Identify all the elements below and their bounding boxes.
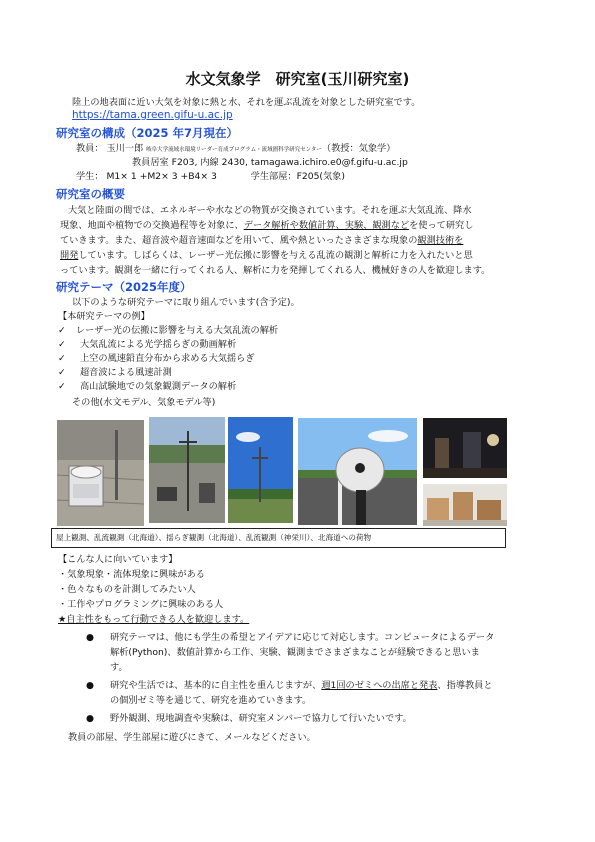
page-title: 水文気象学 研究室(玉川研究室)	[185, 70, 410, 88]
note-text: 研究テーマは、他にも学生の希望とアイデアに応じて対応します。コンピュータによるデータ	[110, 632, 495, 643]
overview-underline: データ解析や数値計算、実験、観測など	[243, 220, 410, 231]
overview-line-4	[60, 248, 473, 263]
rooftop-illustration	[57, 420, 144, 526]
themes-heading: 研究テーマ（2025年度）	[56, 280, 192, 294]
note-1-line-3: す。	[110, 662, 128, 673]
lab-url-link[interactable]: https://tama.green.gifu-u.ac.jp	[72, 109, 233, 121]
overview-line-2	[60, 218, 473, 233]
intro-text: 陸上の地表面に近い大気を対象に熱と水、それを運ぶ乱流を対象とした研究室です。	[72, 97, 421, 108]
field-illustration	[149, 417, 225, 523]
overview-line-3	[60, 233, 463, 248]
themes-lead: 以下のような研究テーマに取り組んでいます(含予定)。	[72, 297, 300, 308]
faculty-name: 玉川一郎	[106, 143, 144, 154]
check-icon: ✓	[58, 339, 66, 350]
check-icon: ✓	[58, 353, 66, 364]
overview-text: 現象、地面や植物での交換過程等を対象に、	[60, 220, 244, 231]
hokkaido-fluctuation-photo	[228, 417, 293, 523]
overview-text: を使って研究し	[409, 220, 474, 231]
kanagawa-turbulence-photo	[298, 418, 417, 525]
check-icon: ✓	[58, 325, 66, 336]
hokkaido-turbulence-photo	[149, 417, 225, 523]
overview-line-1: 大気と陸面の間では、エネルギーや水などの物質が交換されています。それを運ぶ大気乱流、降水	[68, 205, 472, 216]
check-icon: ✓	[58, 381, 66, 392]
faculty-affiliation: 岐阜大学流域水環境リーダー育成プログラム・流域圏科学研究センター	[146, 147, 322, 153]
night-illustration	[423, 418, 507, 478]
overview-underline: 観測技術を	[417, 235, 464, 246]
overview-line-5: っています。観測を一緒に行ってくれる人、解析に力を発揮してくれる人、機械好きの人を歓迎します。	[60, 265, 491, 276]
theme-text: 大気乱流による光学揺らぎの動画解析	[80, 339, 237, 350]
suited-item-1: ・気象現象・流体現象に興味がある	[58, 569, 205, 580]
note-3-line	[86, 712, 412, 725]
bullet-icon: ●	[86, 713, 95, 724]
students-count: M1× 1 +M2× 3 +B4× 3	[106, 171, 217, 182]
rooftop-photo	[57, 420, 144, 526]
check-icon: ✓	[58, 367, 66, 378]
bullet-icon: ●	[86, 632, 95, 643]
note-1-line-1	[86, 631, 494, 644]
themes-bracket: 【本研究テーマの例】	[58, 311, 150, 322]
overview-heading: 研究室の概要	[56, 187, 125, 201]
photo-caption: 屋上観測、乱流観測（北海道）、揺らぎ観測（北海道）、乱流観測（神栄川）、北海道への荷物	[51, 528, 506, 548]
faculty-line	[76, 142, 395, 157]
note-text: 研究や生活では、基本的に自主性を重んじますが、	[110, 680, 322, 691]
bullet-icon: ●	[86, 680, 95, 691]
theme-text: レーザー光の伝搬に影響を与える大気乱流の解析	[76, 325, 279, 336]
welcome-text: ★自主性をもって行動できる人を歓迎します。	[58, 614, 250, 625]
faculty-field: （教授：気象学）	[321, 143, 396, 154]
composition-heading: 研究室の構成（2025 年7月現在）	[56, 126, 239, 140]
suited-heading: 【こんな人に向いています】	[58, 554, 178, 565]
note-text: 野外観測、現地調査や実験は、研究室メンバーで協力して行いたいです。	[110, 713, 412, 724]
note-2-line-1	[86, 679, 493, 692]
instrument-illustration	[298, 418, 417, 525]
luggage-illustration	[423, 484, 507, 526]
list-item	[58, 338, 278, 351]
sky-illustration	[228, 417, 293, 523]
closing-text: 教員の部屋、学生部屋に遊びにきて、メールなどください。	[68, 732, 316, 743]
suited-item-2: ・色々なものを計測してみたい人	[58, 584, 196, 595]
list-item	[58, 366, 278, 379]
faculty-label: 教員：	[76, 143, 104, 154]
overview-underline: 開発	[60, 250, 79, 261]
night-observation-photo	[423, 418, 507, 478]
suited-item-3: ・工作やプログラミングに興味のある人	[58, 599, 224, 610]
theme-text: 高山試験地での気象観測データの解析	[80, 381, 237, 392]
note-text: 、指導教員と	[437, 680, 493, 691]
note-underline: 週1回のゼミへの出席と発表	[321, 680, 438, 691]
theme-text: 上空の風速鉛直分布から求める大気揺らぎ	[80, 353, 255, 364]
theme-list	[58, 324, 278, 394]
overview-text: しています。しばらくは、レーザー光伝搬に影響を与える乱流の観測と解析に力を入れたいと思	[78, 250, 473, 261]
hokkaido-luggage-photo	[423, 484, 507, 526]
themes-other: その他(水文モデル、気象モデル等)	[72, 397, 216, 408]
note-2-line-2: の個別ゼミ等を通じて、研究を進めていきます。	[110, 695, 312, 706]
student-room: 学生部屋：F205(気象)	[250, 171, 345, 182]
list-item	[58, 352, 278, 365]
office-info: 教員居室 F203, 内線 2430, tamagawa.ichiro.e0@f.gifu-u.ac.jp	[132, 157, 408, 168]
list-item	[58, 324, 278, 337]
note-1-line-2: 解析(Python)、数値計算から工作、実験、観測までさまざまなことが経験できると思いま	[110, 647, 480, 658]
students-line	[76, 170, 345, 183]
students-label: 学生：	[76, 171, 104, 182]
list-item	[58, 380, 278, 393]
overview-text: ていきます。また、超音波や超音速面などを用いて、風や熱といったさまざまな現象の	[60, 235, 418, 246]
theme-text: 超音波による風速計測	[80, 367, 172, 378]
